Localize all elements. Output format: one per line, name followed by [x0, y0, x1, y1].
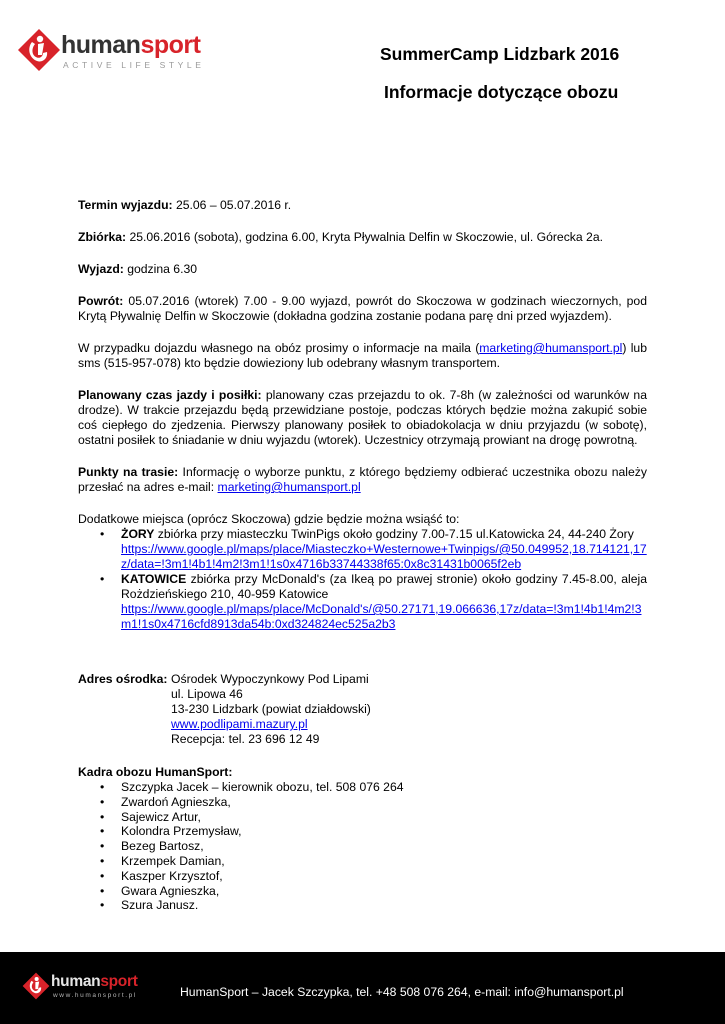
wyjazd-paragraph: Wyjazd: godzina 6.30 [78, 262, 198, 276]
page-footer [0, 952, 725, 1024]
powrot-paragraph: Powrót: 05.07.2016 (wtorek) 7.00 - 9.00 wyjazd, powrót do Skoczowa w godzinach wieczornych, pod Krytą Pływalnię Delfin w Skoczowie (dokładna godzina zostanie podana parę dni przed wyjazdem). [78, 294, 647, 323]
document-title: SummerCamp Lidzbark 2016 [380, 44, 620, 64]
address-line: ul. Lipowa 46 [171, 687, 243, 701]
logo-wordmark: humansport [61, 31, 201, 59]
footer-contact: HumanSport – Jacek Szczypka, tel. +48 508 076 264, e-mail: info@humansport.pl [180, 985, 624, 999]
list-item: • Gwara Agnieszka, [121, 884, 647, 899]
footer-logo-web: www.humansport.pl [53, 992, 137, 999]
marketing-email-link[interactable]: marketing@humansport.pl [479, 341, 623, 355]
list-item: • Kolondra Przemysław, [121, 824, 647, 839]
dodatkowe-intro: Dodatkowe miejsca (oprócz Skoczowa) gdzie będzie można wsiąść to: [78, 512, 460, 526]
humansport-logo-icon [17, 28, 61, 72]
list-item: • Szura Janusz. [121, 898, 647, 913]
humansport-logo [17, 28, 207, 74]
list-item: • Sajewicz Artur, [121, 810, 647, 825]
posilki-paragraph: Planowany czas jazdy i posiłki: planowany czas przejazdu to ok. 7-8h (w zależności od warunków na drodze). W trakcie przejazdu będą przewidziane postoje, podczas których będzie można zakupić sobie coś ciepłego do zjedzenia. Pierwszy planowany posiłek to obiadokolacja w dniu przyjazdu (w sobotę), ostatni posiłek to śniadanie w dniu wyjazdu (wtorek). Uczestnicy otrzymają prowiant na drogę powrotną. [78, 388, 647, 447]
reception-phone: Recepcja: tel. 23 696 12 49 [171, 732, 320, 746]
footer-logo [22, 970, 152, 1006]
list-item: • Szczypka Jacek – kierownik obozu, tel. 508 076 264 [121, 780, 647, 795]
address-label: Adres ośrodka: [78, 672, 168, 686]
address-line: 13-230 Lidzbark (powiat działdowski) [171, 702, 371, 716]
staff-list [78, 780, 647, 913]
document-body [78, 198, 647, 913]
pickup-point-katowice: • KATOWICE zbiórka przy McDonald's (za Ikeą po prawej stronie) około godziny 7.45-8.00, aleja Rożdzieńskiego 210, 40-959 Katowice https://www.google.pl/maps/place/McDonald's/@50.27171,19.066636,17z/data=!3m1!4b1!4m2!3m1!1s0x4716cfd8913da54b:0xd324824ec525a2b3 [121, 572, 647, 632]
list-item: • Zwardoń Agnieszka, [121, 795, 647, 810]
katowice-map-link[interactable]: https://www.google.pl/maps/place/McDonald's/@50.27171,19.066636,17z/data=!3m1!4b1!4m2!3m1!1s0x4716cfd8913da54b:0xd324824ec525a2b3 [121, 602, 642, 631]
punkty-email-link[interactable]: marketing@humansport.pl [217, 480, 361, 494]
punkty-paragraph: Punkty na trasie: Informację o wyborze punktu, z którego będziemy odbierać uczestnika obozu należy przesłać na adres e-mail: marketing@humansport.pl [78, 465, 647, 494]
staff-heading: Kadra obozu HumanSport: [78, 765, 233, 779]
address-block [78, 672, 647, 747]
resort-website-link[interactable]: www.podlipami.mazury.pl [171, 717, 308, 731]
address-line: Ośrodek Wypoczynkowy Pod Lipami [171, 672, 369, 686]
zbiorka-paragraph: Zbiórka: 25.06.2016 (sobota), godzina 6.00, Kryta Pływalnia Delfin w Skoczowie, ul. Górecka 2a. [78, 230, 604, 244]
dojazd-paragraph: W przypadku dojazdu własnego na obóz prosimy o informacje na maila (marketing@humansport.pl) lub sms (515-957-078) kto będzie dowieziony lub odebrany własnym transportem. [78, 341, 647, 370]
humansport-footer-logo-icon [22, 972, 50, 1000]
document-subtitle: Informacje dotyczące obozu [384, 82, 619, 102]
footer-logo-wordmark: humansport [51, 973, 138, 990]
pickup-point-zory: • ŻORY zbiórka przy miasteczku TwinPigs około godziny 7.00-7.15 ul.Katowicka 24, 44-240 Żory https://www.google.pl/maps/place/Miasteczko+Westernowe+Twinpigs/@50.049952,18.714121,17z/data=!3m1!4b1!4m2!3m1!1s0x4716b33744338f65:0x8c31431b0065f2eb [121, 527, 647, 572]
list-item: • Krzempek Damian, [121, 854, 647, 869]
pickup-points-list [78, 527, 647, 632]
termin-paragraph: Termin wyjazdu: 25.06 – 05.07.2016 r. [78, 198, 292, 212]
list-item: • Bezeg Bartosz, [121, 839, 647, 854]
logo-tagline: ACTIVE LIFE STYLE [63, 60, 205, 70]
list-item: • Kaszper Krzysztof, [121, 869, 647, 884]
zory-map-link[interactable]: https://www.google.pl/maps/place/Miasteczko+Westernowe+Twinpigs/@50.049952,18.714121,17z/data=!3m1!4b1!4m2!3m1!1s0x4716b33744338f65:0x8c31431b0065f2eb [121, 542, 647, 571]
